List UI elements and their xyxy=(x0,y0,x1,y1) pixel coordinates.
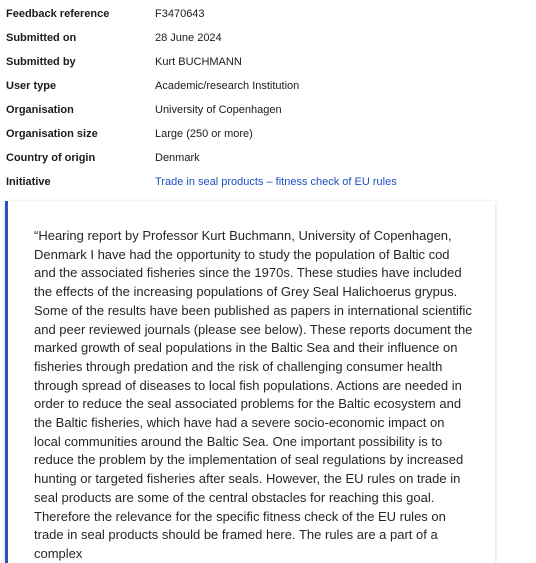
submitted-on-value: 28 June 2024 xyxy=(155,32,222,44)
initiative-link[interactable]: Trade in seal products – fitness check of EU rules xyxy=(155,176,397,188)
detail-row-submitted-on xyxy=(0,26,536,50)
detail-row-submitted-by xyxy=(0,50,536,74)
detail-label: User type xyxy=(6,80,57,92)
detail-row-country-of-origin xyxy=(0,146,536,170)
detail-row-organisation xyxy=(0,98,536,122)
organisation-value: University of Copenhagen xyxy=(155,104,282,116)
detail-row-feedback-reference xyxy=(0,2,536,26)
detail-label: Country of origin xyxy=(6,152,96,164)
feedback-text: “Hearing report by Professor Kurt Buchmann, University of Copenhagen, Denmark I have had the opportunity to study the population of Baltic cod and the associated fisheries since the 1970s. These studies have included the effects of the increasing populations of Grey Seal Halichoerus grypus. Some of the results have been published as papers in international scientific and peer reviewed journals (please see below). These reports document the marked growth of seal populations in the Baltic Sea and their influence on fisheries through predation and the risk of challenging consumer health through spread of diseases to local fish populations. Actions are needed in order to reduce the seal associated problems for the Baltic ecosystem and the Baltic fisheries, which have had a severe socio-economic impact on local communities around the Baltic Sea. One important possibility is to reduce the problem by the implementation of seal regulations by increased hunting or targeted fisheries after seals. However, the EU rules on trade in seal products are some of the central obstacles for reaching this goal. Therefore the relevance for the specific fitness check of the EU rules on trade in seal products should be framed here. The rules are a part of a complex xyxy=(34,228,473,561)
detail-row-initiative xyxy=(0,170,536,194)
detail-label: Submitted by xyxy=(6,56,76,68)
submitted-by-value: Kurt BUCHMANN xyxy=(155,56,242,68)
feedback-reference-value: F3470643 xyxy=(155,8,205,20)
detail-label: Organisation size xyxy=(6,128,98,140)
detail-label: Submitted on xyxy=(6,32,77,44)
organisation-size-value: Large (250 or more) xyxy=(155,128,253,140)
detail-row-user-type xyxy=(0,74,536,98)
user-type-value: Academic/research Institution xyxy=(155,80,300,92)
country-of-origin-value: Denmark xyxy=(155,152,200,164)
detail-label: Organisation xyxy=(6,104,74,116)
feedback-card xyxy=(5,201,495,563)
detail-label: Feedback reference xyxy=(6,8,110,20)
detail-label: Initiative xyxy=(6,176,51,188)
detail-row-organisation-size xyxy=(0,122,536,146)
